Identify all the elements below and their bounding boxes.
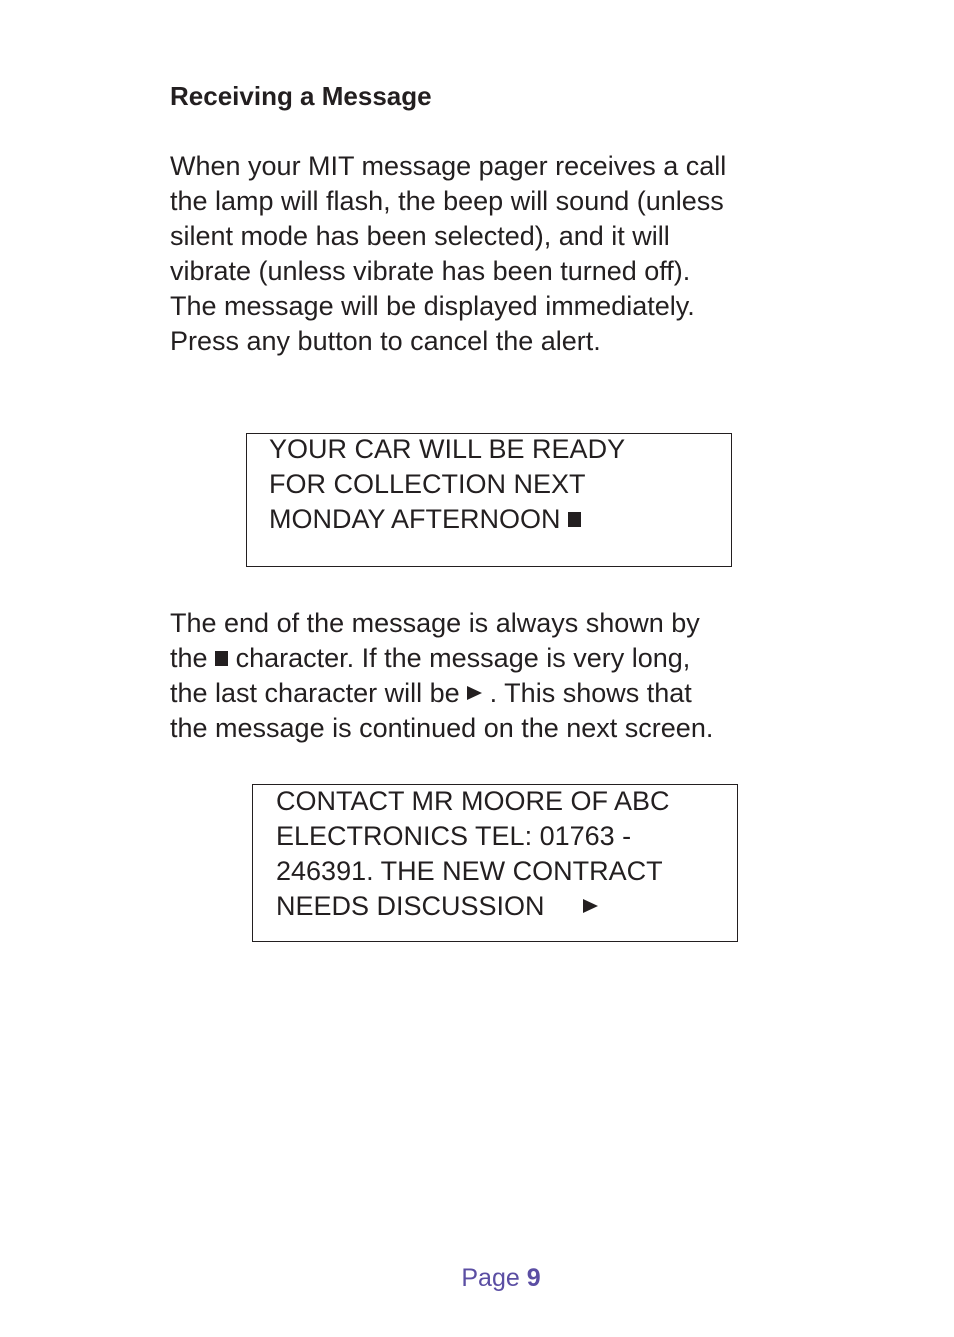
right-triangle-icon — [583, 899, 598, 913]
screen-line-text: MONDAY AFTERNOON — [269, 504, 561, 534]
black-square-icon — [215, 651, 228, 666]
right-triangle-icon — [467, 686, 482, 700]
explain-text: character. If the message is very long, — [235, 643, 691, 673]
screen-line: CONTACT MR MOORE OF ABC — [276, 786, 670, 816]
page-number-value: 9 — [526, 1264, 541, 1292]
intro-line: vibrate (unless vibrate has been turned off). — [170, 256, 691, 286]
explain-line — [170, 676, 713, 711]
screen-line: YOUR CAR WILL BE READY — [269, 434, 626, 464]
intro-line: The message will be displayed immediately. — [170, 291, 695, 321]
pager-screen-example-2 — [252, 784, 738, 942]
screen-line-text: NEEDS DISCUSSION — [276, 891, 545, 921]
screen-line — [269, 502, 625, 537]
intro-line: When your MIT message pager receives a call — [170, 151, 727, 181]
page-label: Page — [461, 1264, 520, 1292]
intro-line: Press any button to cancel the alert. — [170, 326, 601, 356]
screen-line — [276, 889, 670, 924]
explain-line — [170, 641, 713, 676]
screen-line: 246391. THE NEW CONTRACT — [276, 856, 663, 886]
pager-screen-example-1 — [246, 433, 732, 567]
explain-text: . This shows that — [489, 678, 692, 708]
section-heading: Receiving a Message — [170, 81, 432, 111]
page-number — [0, 1264, 954, 1293]
explain-text: the last character will be — [170, 678, 460, 708]
intro-paragraph — [170, 149, 726, 359]
intro-line: the lamp will flash, the beep will sound (unless — [170, 186, 724, 216]
intro-line: silent mode has been selected), and it will — [170, 221, 670, 251]
black-square-icon — [568, 512, 581, 527]
screen-line: ELECTRONICS TEL: 01763 - — [276, 821, 632, 851]
explain-line: The end of the message is always shown by — [170, 608, 700, 638]
explain-text: the — [170, 643, 208, 673]
screen-line: FOR COLLECTION NEXT — [269, 469, 586, 499]
explanation-paragraph — [170, 606, 713, 746]
explain-line: the message is continued on the next screen. — [170, 713, 714, 743]
